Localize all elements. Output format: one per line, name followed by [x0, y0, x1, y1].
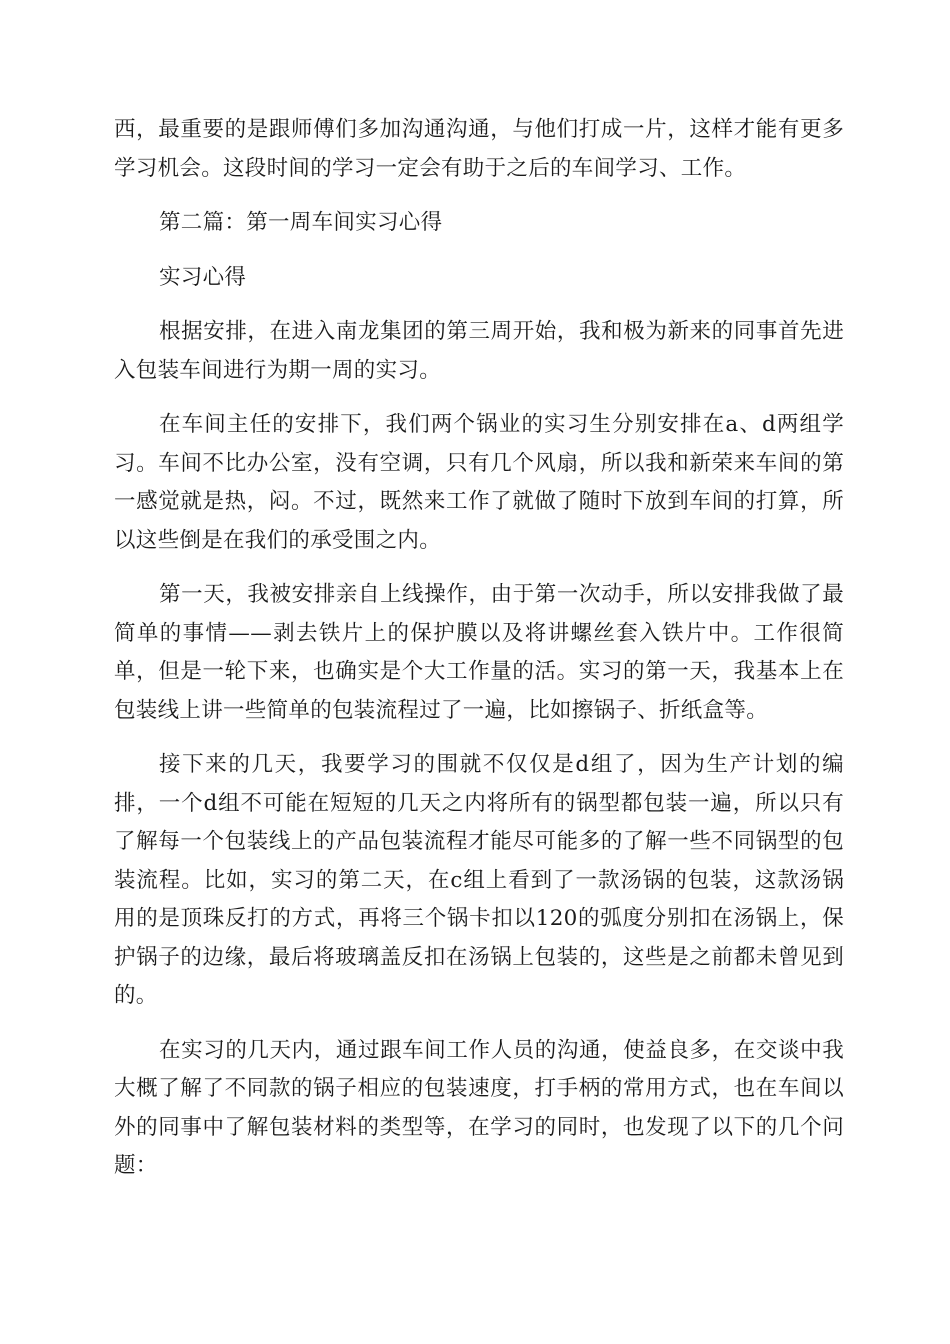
- paragraph: 第一天，我被安排亲自上线操作，由于第一次动手，所以安排我做了最简单的事情——剥去铁片上的保护膜以及将讲螺丝套入铁片中。工作很简单，但是一轮下来，也确实是个大工作量的活。实习的第一天，我基本上在包装线上讲一些简单的包装流程过了一遍，比如擦锅子、折纸盒等。: [114, 582, 844, 723]
- paragraph: 根据安排，在进入南龙集团的第三周开始，我和极为新来的同事首先进入包装车间进行为期一周的实习。: [114, 319, 844, 383]
- document-body: [114, 111, 844, 1202]
- paragraph: 在车间主任的安排下，我们两个锅业的实习生分别安排在a、d两组学习。车间不比办公室，没有空调，只有几个风扇，所以我和新荣来车间的第一感觉就是热，闷。不过，既然来工作了就做了随时下放到车间的打算，所以这些倒是在我们的承受围之内。: [114, 412, 844, 553]
- paragraph: 接下来的几天，我要学习的围就不仅仅是d组了，因为生产计划的编排，一个d组不可能在短短的几天之内将所有的锅型都包装一遍，所以只有了解每一个包装线上的产品包装流程才能尽可能多的了解一些不同锅型的包装流程。比如，实习的第二天，在c组上看到了一款汤锅的包装，这款汤锅用的是顶珠反打的方式，再将三个锅卡扣以120的弧度分别扣在汤锅上，保护锅子的边缘，最后将玻璃盖反扣在汤锅上包装的，这些是之前都未曾见到的。: [114, 752, 844, 1008]
- paragraph-continuation: 西，最重要的是跟师傅们多加沟通沟通，与他们打成一片，这样才能有更多学习机会。这段时间的学习一定会有助于之后的车间学习、工作。: [114, 117, 844, 181]
- section-subheading: 实习心得: [159, 264, 247, 290]
- section-heading: 第二篇：第一周车间实习心得: [159, 210, 443, 235]
- paragraph: 在实习的几天内，通过跟车间工作人员的沟通，使益良多，在交谈中我大概了解了不同款的锅子相应的包装速度，打手柄的常用方式，也在车间以外的同事中了解包装材料的类型等，在学习的同时，也发现了以下的几个问题：: [114, 1037, 844, 1178]
